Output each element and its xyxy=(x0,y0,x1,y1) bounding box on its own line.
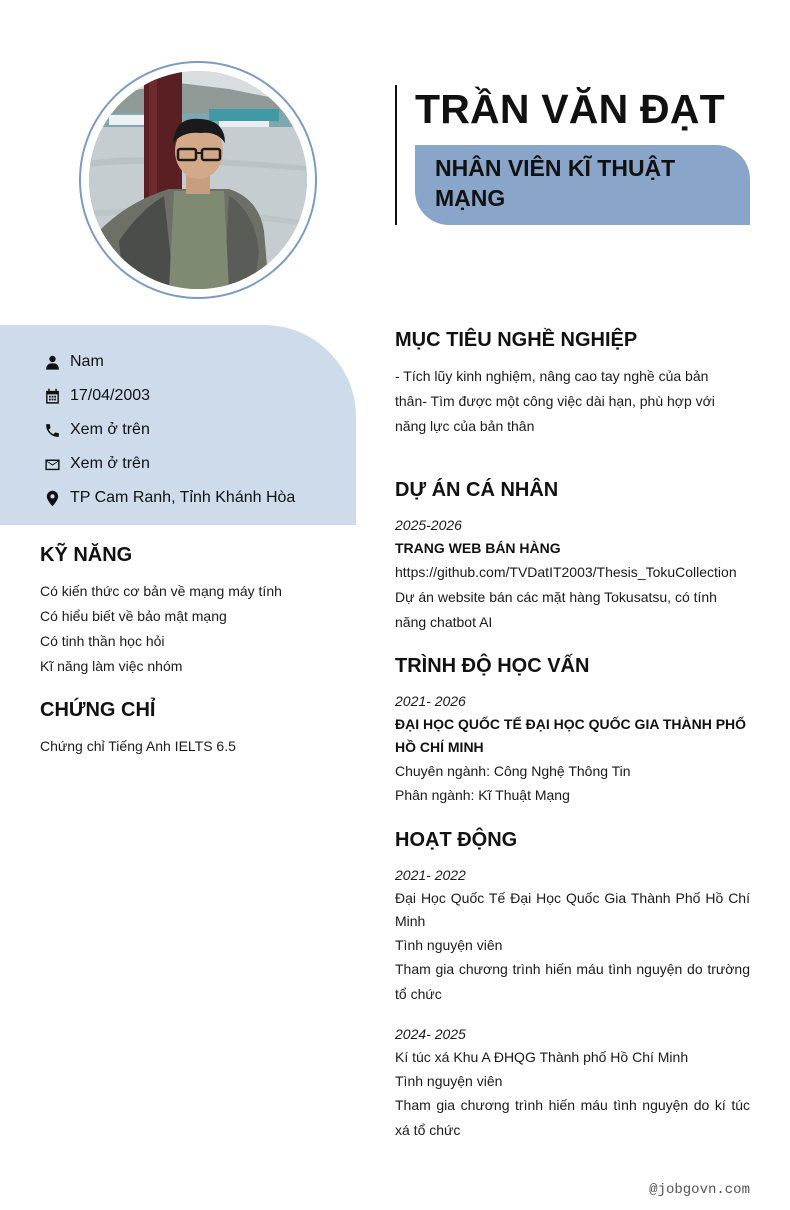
personal-info-list xyxy=(42,345,295,515)
info-birthdate xyxy=(42,379,295,413)
education-period: 2021- 2026 xyxy=(395,693,466,709)
projects-heading: DỰ ÁN CÁ NHÂN xyxy=(395,479,559,501)
education-entry xyxy=(395,690,750,808)
gender-value: Nam xyxy=(70,353,104,370)
project-entry xyxy=(395,514,750,635)
skills-list xyxy=(40,579,340,679)
info-phone xyxy=(42,413,295,447)
objective-section xyxy=(395,364,750,439)
activity-description: Tham gia chương trình hiến máu tình nguyện do kí túc xá tổ chức xyxy=(395,1097,750,1138)
activity-role: Tình nguyện viên xyxy=(395,937,503,953)
person-icon xyxy=(42,352,62,372)
education-major: Chuyên ngành: Công Nghệ Thông Tin xyxy=(395,763,631,779)
education-specialization: Phân ngành: Kĩ Thuật Mạng xyxy=(395,787,570,803)
certificate-item: Chứng chỉ Tiếng Anh IELTS 6.5 xyxy=(40,738,236,754)
info-gender xyxy=(42,345,295,379)
skill-item: Có kiến thức cơ bản về mạng máy tính xyxy=(40,583,282,599)
address-value: TP Cam Ranh, Tỉnh Khánh Hòa xyxy=(70,489,296,506)
info-address xyxy=(42,481,295,515)
activity-description: Tham gia chương trình hiến máu tình nguyện do trường tổ chức xyxy=(395,961,750,1002)
activity-entry xyxy=(395,864,750,1007)
certificates-heading: CHỨNG CHỈ xyxy=(40,699,156,721)
education-heading: TRÌNH ĐỘ HỌC VẤN xyxy=(395,655,590,677)
project-link[interactable]: https://github.com/TVDatIT2003/Thesis_TokuCollection xyxy=(395,564,737,580)
activities-heading: HOẠT ĐỘNG xyxy=(395,829,518,851)
skill-item: Có tinh thần học hỏi xyxy=(40,633,165,649)
avatar xyxy=(89,71,307,289)
certificates-list xyxy=(40,734,340,759)
project-period: 2025-2026 xyxy=(395,517,462,533)
activity-entry xyxy=(395,1023,750,1143)
project-name: TRANG WEB BÁN HÀNG xyxy=(395,540,561,556)
skill-item: Kĩ năng làm việc nhóm xyxy=(40,658,183,674)
header-divider xyxy=(395,85,397,225)
watermark: @jobgovn.com xyxy=(649,1182,750,1198)
job-title-banner xyxy=(415,145,750,225)
phone-value: Xem ở trên xyxy=(70,421,150,438)
objective-heading: MỤC TIÊU NGHỀ NGHIỆP xyxy=(395,329,638,351)
location-pin-icon xyxy=(42,488,62,508)
activity-role: Tình nguyện viên xyxy=(395,1073,503,1089)
birthdate-value: 17/04/2003 xyxy=(70,387,151,404)
school-name: ĐẠI HỌC QUỐC TẾ ĐẠI HỌC QUỐC GIA THÀNH PHỐ HỒ CHÍ MINH xyxy=(395,716,747,755)
activity-organization: Kí túc xá Khu A ĐHQG Thành phố Hồ Chí Minh xyxy=(395,1049,689,1065)
activity-period: 2024- 2025 xyxy=(395,1026,466,1042)
activity-organization: Đại Học Quốc Tế Đại Học Quốc Gia Thành Phố Hồ Chí Minh xyxy=(395,890,750,929)
calendar-icon xyxy=(42,386,62,406)
phone-icon xyxy=(42,420,62,440)
info-email xyxy=(42,447,295,481)
avatar-frame xyxy=(79,61,317,299)
skill-item: Có hiểu biết về bảo mật mạng xyxy=(40,608,227,624)
email-value: Xem ở trên xyxy=(70,455,150,472)
email-icon xyxy=(42,454,62,474)
objective-text: - Tích lũy kinh nghiệm, nâng cao tay nghề của bản thân- Tìm được một công việc dài hạn, phù hợp với năng lực của bản thân xyxy=(395,368,715,434)
skills-heading: KỸ NĂNG xyxy=(40,544,133,566)
project-description: Dự án website bán các mặt hàng Tokusatsu, có tính năng chatbot AI xyxy=(395,589,717,630)
activity-period: 2021- 2022 xyxy=(395,867,466,883)
profile-photo xyxy=(89,71,307,289)
job-title: NHÂN VIÊN KĨ THUẬT MẠNG xyxy=(435,155,676,211)
candidate-name: TRẦN VĂN ĐẠT xyxy=(415,86,725,132)
